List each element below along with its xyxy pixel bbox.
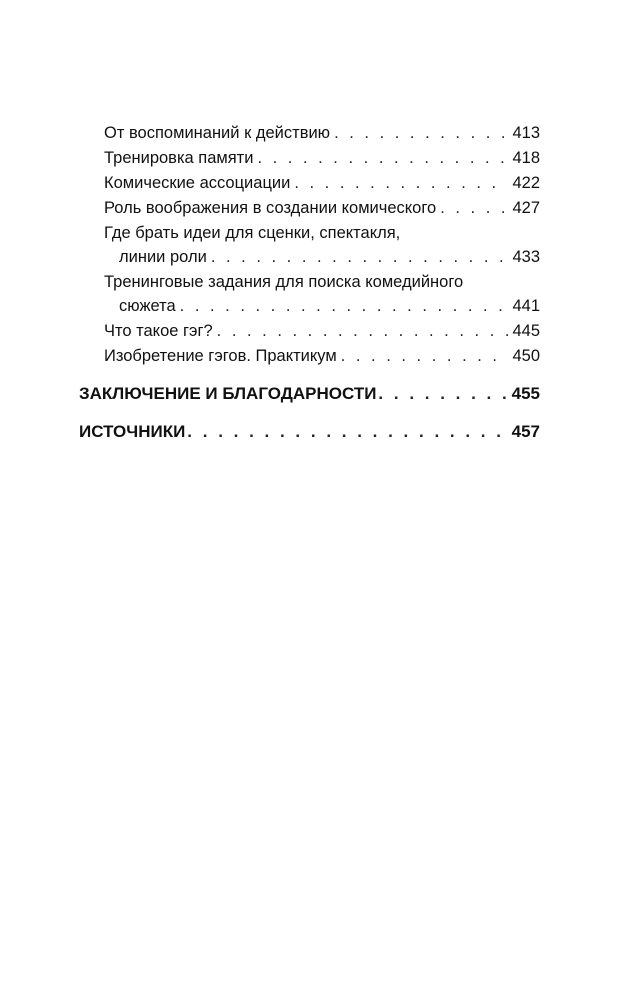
toc-entry[interactable] [104, 344, 540, 368]
toc-entry-page: 433 [512, 248, 540, 266]
dot-leader [187, 420, 507, 444]
toc-entry-page: 441 [512, 297, 540, 315]
toc-main-entry[interactable] [79, 382, 540, 406]
toc-main-entry-page: 457 [511, 422, 540, 441]
toc-entry[interactable] [104, 171, 540, 195]
toc-entry-title: Что такое гэг? [104, 322, 213, 340]
toc-entry-multiline[interactable] [79, 270, 540, 318]
toc-main-entry-title: ИСТОЧНИКИ [79, 422, 186, 441]
toc-entry-title-line1: Тренинговые задания для поиска комедийного [104, 273, 464, 291]
toc-entry-page: 422 [512, 174, 540, 192]
table-of-contents [79, 120, 540, 444]
toc-entry[interactable] [104, 146, 540, 170]
toc-entry-title-line1: Где брать идеи для сценки, спектакля, [104, 224, 401, 242]
dot-leader [440, 196, 508, 220]
toc-entry-page: 450 [512, 347, 540, 365]
dot-leader [217, 319, 509, 343]
dot-leader [334, 121, 508, 145]
dot-leader [180, 294, 509, 318]
dot-leader [378, 382, 507, 406]
toc-entry-title: Тренировка памяти [104, 149, 254, 167]
toc-entry-title-line2: линии роли [119, 248, 207, 266]
toc-entry-line2 [119, 245, 540, 269]
toc-entry-line2 [119, 294, 540, 318]
toc-entry[interactable] [104, 196, 540, 220]
toc-entry[interactable] [104, 319, 540, 343]
dot-leader [341, 344, 509, 368]
toc-main-entry[interactable] [79, 420, 540, 444]
toc-entry-page: 427 [512, 199, 540, 217]
toc-main-entry-page: 455 [511, 384, 540, 403]
dot-leader [257, 146, 508, 170]
toc-entry-page: 445 [512, 322, 540, 340]
toc-entry-title: Роль воображения в создании комического [104, 199, 437, 217]
dot-leader [294, 171, 508, 195]
toc-entry-title: Изобретение гэгов. Практикум [104, 347, 337, 365]
toc-entry-title: От воспоминаний к действию [104, 124, 331, 142]
toc-entry-page: 413 [512, 124, 540, 142]
toc-entry-multiline[interactable] [79, 221, 540, 269]
dot-leader [211, 245, 509, 269]
toc-main-entry-title: ЗАКЛЮЧЕНИЕ И БЛАГОДАРНОСТИ [79, 384, 377, 403]
toc-entry-page: 418 [512, 149, 540, 167]
toc-entry-title-line2: сюжета [119, 297, 176, 315]
toc-entry[interactable] [104, 121, 540, 145]
toc-entry-title: Комические ассоциации [104, 174, 291, 192]
